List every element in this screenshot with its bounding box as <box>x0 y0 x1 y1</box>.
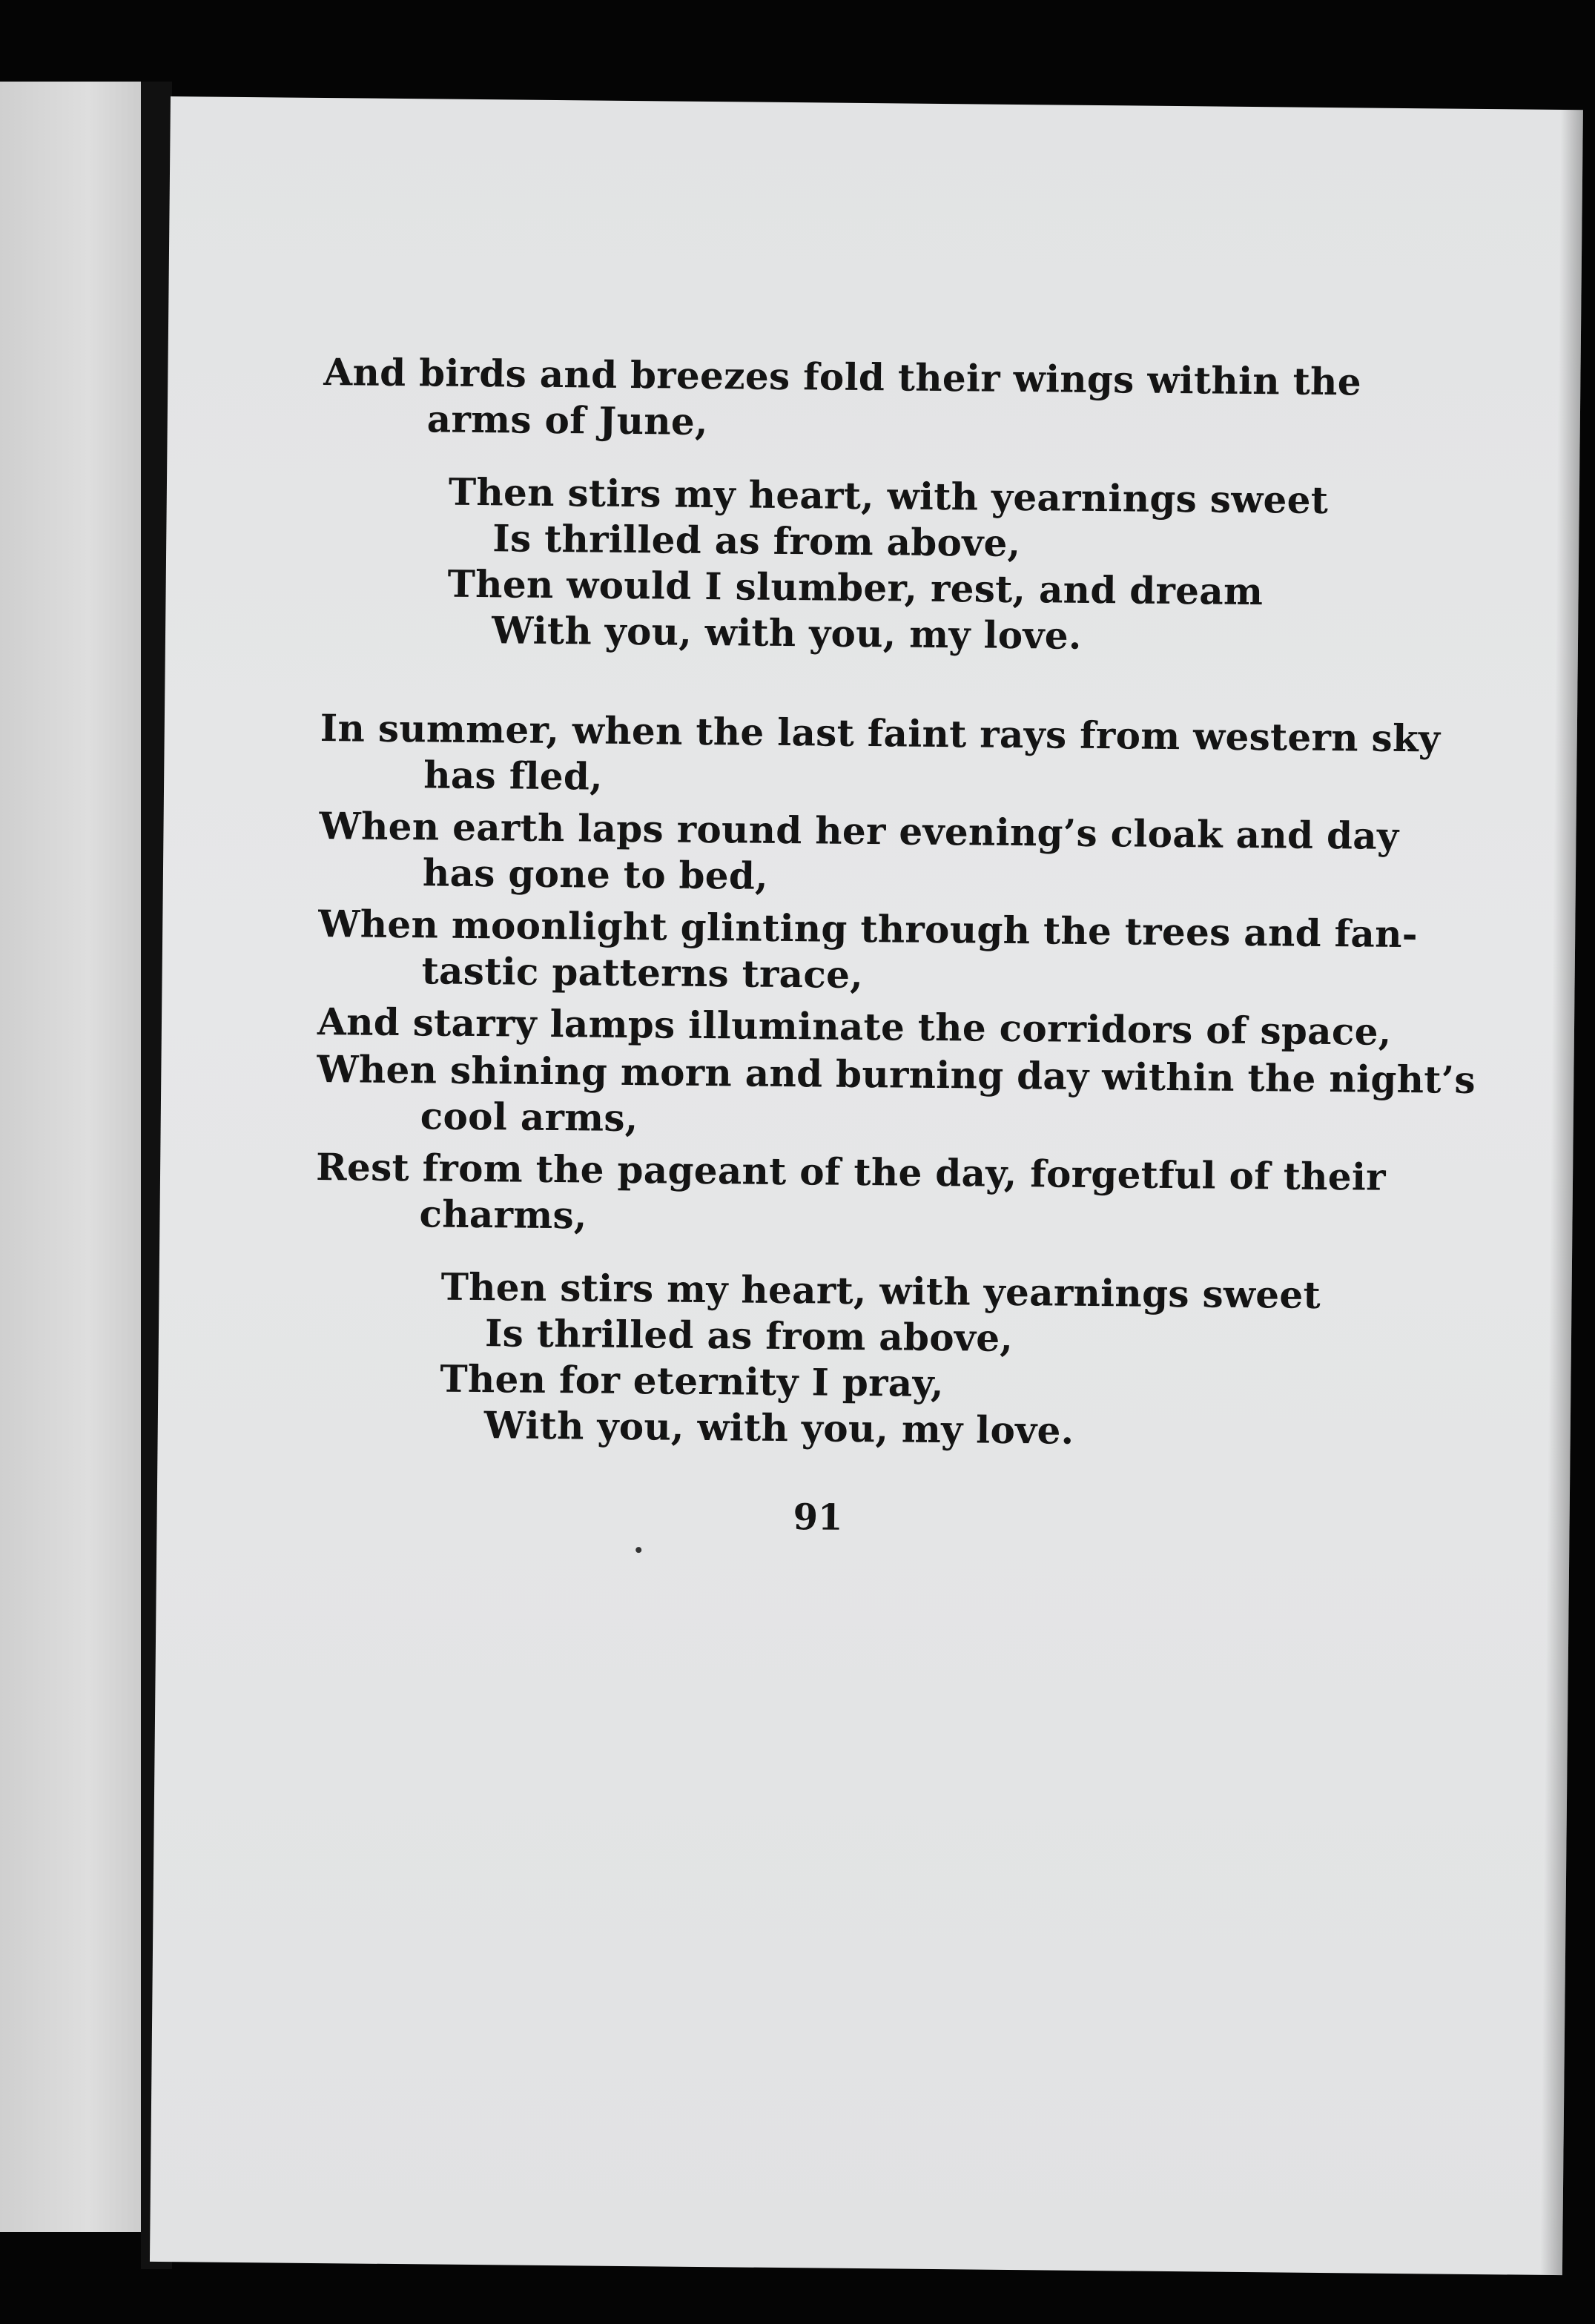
poem-line: Rest from the pageant of the day, forgetful of their <box>315 1144 1387 1199</box>
refrain-line: With you, with you, my love. <box>483 1403 1074 1453</box>
poem-text <box>315 350 1510 1453</box>
page-edge-shadow <box>1540 110 1583 2275</box>
poem-line: And birds and breezes fold their wings within the <box>323 350 1362 404</box>
ink-speck <box>635 1547 641 1553</box>
poem-line: When earth laps round her evening’s cloak and day <box>319 803 1399 858</box>
poem-line: cool arms, <box>420 1094 638 1140</box>
refrain-line: Is thrilled as from above, <box>484 1311 1014 1360</box>
poem-line: tastic patterns trace, <box>421 948 864 997</box>
refrain-line: Then for eternity I pray, <box>440 1356 945 1406</box>
refrain-line: With you, with you, my love. <box>491 608 1082 658</box>
refrain-line: Is thrilled as from above, <box>492 516 1021 566</box>
book-page <box>150 96 1583 2275</box>
left-page-edge <box>0 82 148 2232</box>
poem-line: And starry lamps illuminate the corridors of space, <box>317 999 1392 1054</box>
poem-line: In summer, when the last faint rays from western sky <box>320 705 1441 761</box>
poem-line: has gone to bed, <box>422 851 769 898</box>
refrain-line: Then stirs my heart, with yearnings sweet <box>448 469 1329 523</box>
poem-line: When shining morn and burning day within the night’s <box>317 1046 1476 1102</box>
page-number: 91 <box>793 1496 843 1539</box>
refrain-line: Then would I slumber, rest, and dream <box>447 561 1264 614</box>
poem-line: When moonlight glinting through the trees and fan- <box>318 901 1419 957</box>
poem-line: charms, <box>419 1192 587 1238</box>
refrain-line: Then stirs my heart, with yearnings sweet <box>440 1264 1321 1317</box>
poem-line: has fled, <box>423 753 604 799</box>
poem-line: arms of June, <box>426 397 709 443</box>
